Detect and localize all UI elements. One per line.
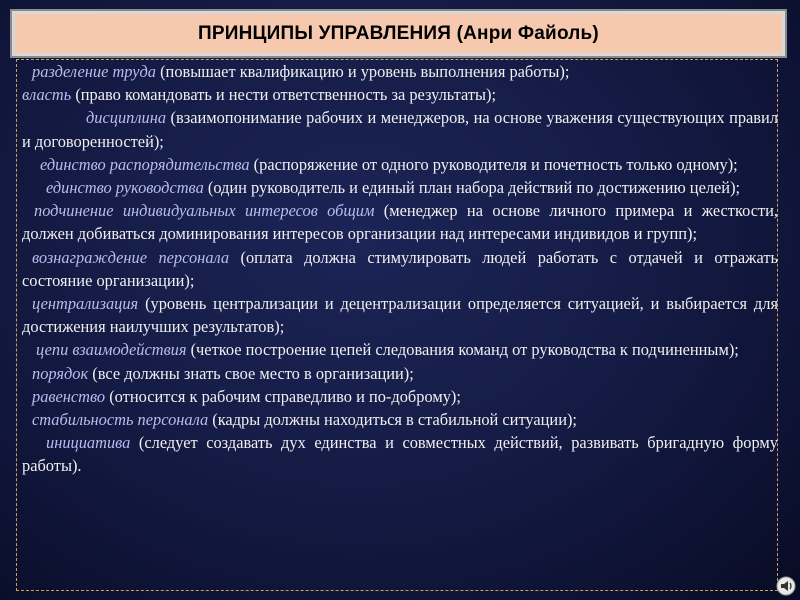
principle-item xyxy=(22,246,778,292)
principle-term: подчинение индивидуальных интересов общим xyxy=(34,201,375,221)
principle-item xyxy=(22,431,778,477)
principle-description: (кадры должны находиться в стабильной ситуации); xyxy=(208,410,577,430)
principle-term: дисциплина xyxy=(86,108,167,128)
principle-term: разделение труда xyxy=(32,62,156,81)
principle-description: (все должны знать свое место в организации); xyxy=(88,363,414,383)
principle-item xyxy=(22,83,778,106)
principle-term: вознаграждение персонала xyxy=(32,247,230,267)
principle-item xyxy=(22,60,778,83)
principle-term: власть xyxy=(22,85,72,105)
principle-term: порядок xyxy=(32,363,89,383)
principle-term: централизация xyxy=(32,294,139,314)
principle-item xyxy=(22,362,778,385)
principle-description: (относится к рабочим справедливо и по-доброму); xyxy=(105,386,461,406)
principle-description: (уровень централизации и децентрализации определяется ситуацией, и выбирается для достижения наилучших результатов); xyxy=(22,294,778,337)
principle-description: (взаимопонимание рабочих и менеджеров, на основе уважения существующих правил и договоренностей); xyxy=(22,108,778,151)
principle-description: (право командовать и нести ответственность за результаты); xyxy=(71,85,497,105)
principle-description: (следует создавать дух единства и совместных действий, развивать бригадную форму работы). xyxy=(22,433,778,476)
principle-term: равенство xyxy=(32,386,106,406)
principle-item xyxy=(22,408,778,431)
principle-description: (менеджер на основе личного примера и жесткости, должен добиваться доминирования интересов организации над интересами индивидов и групп); xyxy=(22,201,778,244)
principle-item xyxy=(22,176,778,199)
principle-term: единство руководства xyxy=(46,178,204,198)
principle-description: (повышает квалификацию и уровень выполнения работы); xyxy=(156,62,570,81)
principle-description: (оплата должна стимулировать людей работать с отдачей и отражать состояние организации); xyxy=(22,247,778,290)
title-bar xyxy=(12,11,785,56)
principle-description: (распоряжение от одного руководителя и почетность только одному); xyxy=(249,154,738,174)
page-title: ПРИНЦИПЫ УПРАВЛЕНИЯ (Анри Файоль) xyxy=(198,22,599,44)
principle-description: (четкое построение цепей следования команд от руководства к подчиненным); xyxy=(186,340,739,360)
principle-item xyxy=(22,199,778,245)
sound-icon[interactable] xyxy=(776,576,796,596)
principle-item xyxy=(22,338,778,361)
principle-description: (один руководитель и единый план набора действий по достижению целей); xyxy=(203,178,741,198)
principle-term: стабильность персонала xyxy=(32,410,209,430)
principle-item xyxy=(22,106,778,152)
principle-item xyxy=(22,385,778,408)
principle-term: инициатива xyxy=(46,433,131,453)
principles-list xyxy=(22,60,778,478)
principle-term: цепи взаимодействия xyxy=(36,340,187,360)
principle-item xyxy=(22,292,778,338)
principle-item xyxy=(22,153,778,176)
principle-term: единство распорядительства xyxy=(40,154,250,174)
